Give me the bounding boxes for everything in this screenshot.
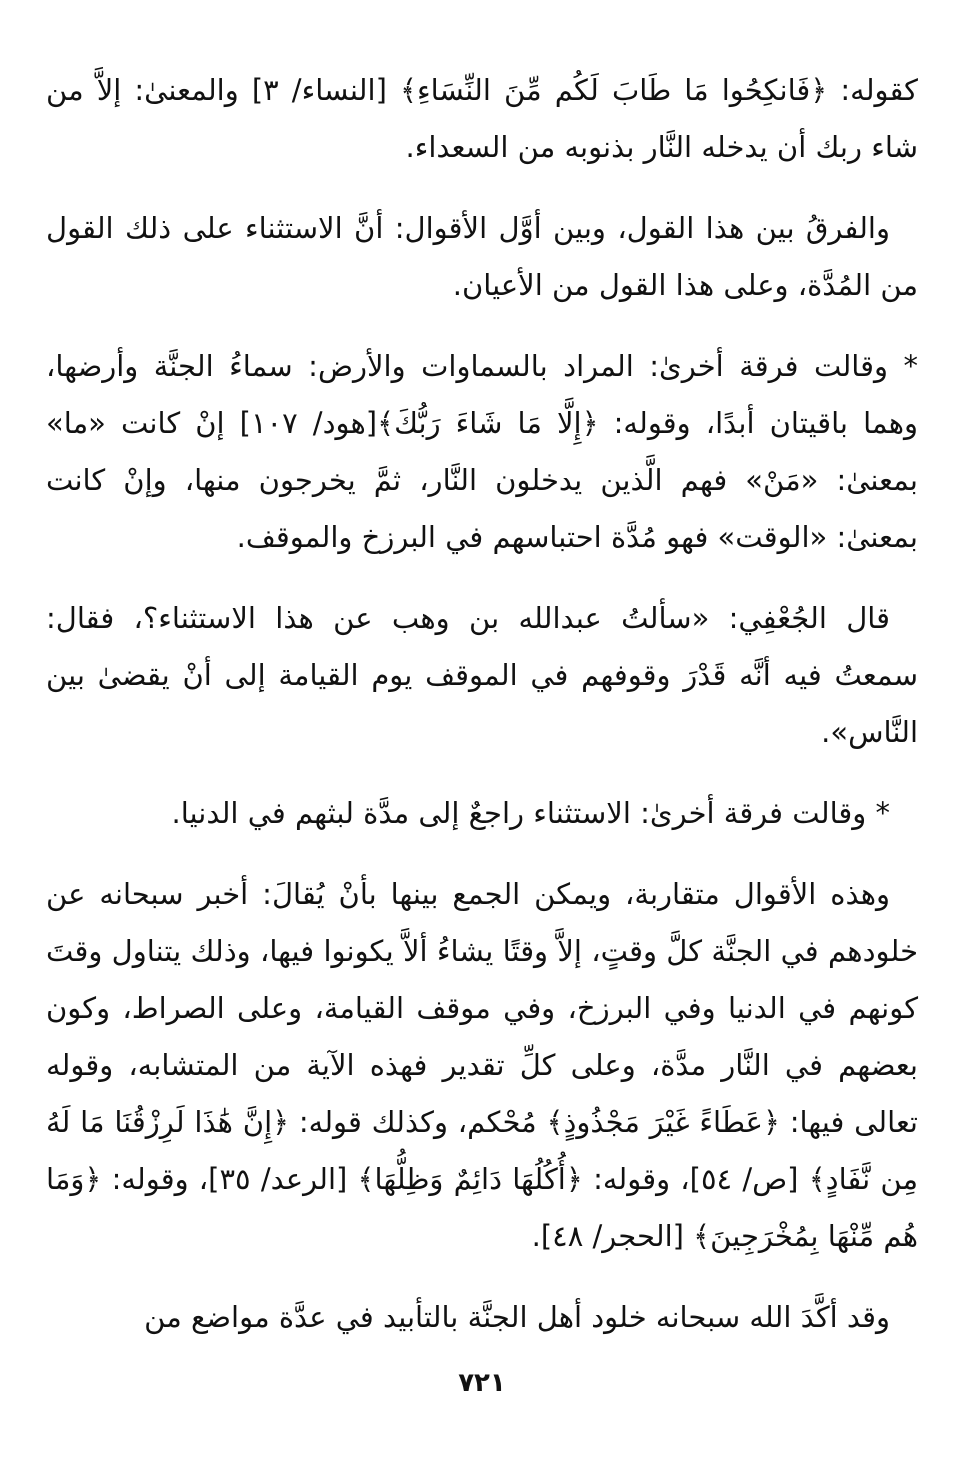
paragraph-5: * وقالت فرقة أخرىٰ: الاستثناء راجعٌ إلى مدَّة لبثهم في الدنيا. <box>171 796 890 830</box>
page-body <box>46 62 918 1370</box>
paragraph-2: والفرقُ بين هذا القول، وبين أوَّل الأقوال: أنَّ الاستثناء على ذلك القول من المُدَّة، وعلى هذا القول من الأعيان. <box>46 211 918 302</box>
paragraph-1: كقوله: ﴿فَانكِحُوا مَا طَابَ لَكُم مِّنَ النِّسَاءِ﴾ [النساء/ ٣] والمعنىٰ: إلاَّ من شاء ربك أن يدخله النَّار بذنوبه من السعداء. <box>46 73 918 164</box>
page-number: ٧٢١ <box>458 1368 506 1398</box>
paragraph-3: * وقالت فرقة أخرىٰ: المراد بالسماوات والأرض: سماءُ الجنَّة وأرضها، وهما باقيتان أبدًا، وقوله: ﴿إِلَّا مَا شَاءَ رَبُّكَ﴾[هود/ ١٠٧] إنْ كانت «ما» بمعنىٰ: «مَنْ» فهم الَّذين يدخلون النَّار، ثمَّ يخرجون منها، وإنْ كانت بمعنىٰ: «الوقت» فهو مُدَّة احتباسهم في البرزخ والموقف. <box>46 349 918 554</box>
paragraph-4: قال الجُعْفِي: «سألتُ عبدالله بن وهب عن هذا الاستثناء؟، فقال: سمعتُ فيه أنَّه قَدْرَ وقوفهم في الموقف يوم القيامة إلى أنْ يقضىٰ بين النَّاس». <box>46 601 918 749</box>
paragraph-7: وقد أكَّدَ الله سبحانه خلود أهل الجنَّة بالتأبيد في عدَّة مواضع من <box>144 1300 890 1334</box>
paragraph-6: وهذه الأقوال متقاربة، ويمكن الجمع بينها بأنْ يُقالَ: أخبر سبحانه عن خلودهم في الجنَّة كلَّ وقتٍ، إلاَّ وقتًا يشاءُ ألاَّ يكونوا فيها، وذلك يتناول وقتَ كونهم في الدنيا وفي البرزخ، وفي موقف القيامة، وعلى الصراط، وكون بعضهم في النَّار مدَّة، وعلى كلِّ تقدير فهذه الآية من المتشابه، وقوله تعالى فيها: ﴿عَطَاءً غَيْرَ مَجْذُوذٍ﴾ مُحْكم، وكذلك قوله: ﴿إِنَّ هَٰذَا لَرِزْقُنَا مَا لَهُ مِن نَّفَادٍ﴾ [ص/ ٥٤]، وقوله: ﴿أُكُلُهَا دَائِمٌ وَظِلُّهَا﴾ [الرعد/ ٣٥]، وقوله: ﴿وَمَا هُم مِّنْهَا بِمُخْرَجِينَ﴾ [الحجر/ ٤٨]. <box>46 877 918 1253</box>
